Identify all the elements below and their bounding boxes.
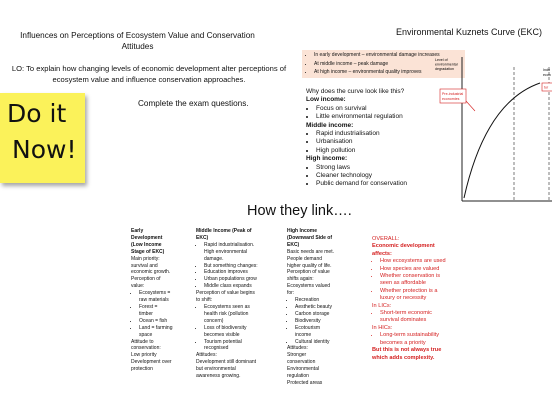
col3-bullet: • Cultural identity bbox=[295, 339, 355, 346]
col2-outro: Attitudes: bbox=[196, 352, 217, 359]
col1-intro: value: bbox=[131, 283, 145, 290]
overall-bullet: • Whether conservation is seen as affordable bbox=[380, 273, 472, 288]
col1-outro: Development over bbox=[131, 359, 172, 366]
col3-outro: conservation bbox=[287, 359, 316, 366]
col3-head: EKC) bbox=[287, 241, 300, 248]
col3-bullet: • Biodiversity bbox=[295, 318, 355, 325]
overall-summary bbox=[372, 236, 472, 362]
col2-bullet: • Urban populations grow bbox=[204, 276, 274, 283]
ekc-diagram bbox=[430, 53, 552, 203]
col2-bullet: • But something changes: bbox=[204, 263, 274, 270]
col1-head: (Low Income bbox=[131, 241, 162, 248]
low-income-heading: Low income: bbox=[306, 96, 346, 104]
how-they-link-title: How they link…. bbox=[247, 203, 352, 219]
col1-bullet: • Ecosystems = raw materials bbox=[139, 290, 191, 304]
summary-item: • At middle income – peak damage bbox=[314, 60, 465, 69]
col3-outro: Stronger bbox=[287, 352, 307, 359]
col2-bullet: • Loss of biodiversity becomes visible bbox=[204, 325, 274, 339]
col1-outro: protection bbox=[131, 366, 153, 373]
col2-bullet: • Tourism potential recognised bbox=[204, 339, 274, 353]
col1-bullet: • Land = farming space bbox=[139, 325, 191, 339]
col3-outro: Protected areas bbox=[287, 379, 323, 386]
overall-bullet: • Short-term economic survival dominates bbox=[380, 310, 472, 325]
why-item: • Rapid industrialisation bbox=[316, 130, 466, 138]
ekc-ylabel-3: degradation bbox=[435, 67, 454, 71]
col3-outro: Environmental bbox=[287, 366, 319, 373]
col2-bullet: • Education improves bbox=[204, 269, 274, 276]
why-item: • Strong laws bbox=[316, 164, 466, 172]
col3-intro: Perception of value bbox=[287, 269, 330, 276]
col3-head: High Income bbox=[287, 228, 318, 234]
col3-bullet: • Carbon storage bbox=[295, 311, 355, 318]
col1-head: Development bbox=[131, 234, 163, 241]
middle-income-heading: Middle income: bbox=[306, 121, 354, 129]
ekc-title: Environmental Kuznets Curve (EKC) bbox=[396, 27, 543, 37]
overall-bullet: • How species are valued bbox=[380, 266, 472, 273]
overall-bullet: • How ecosystems are used bbox=[380, 258, 472, 265]
col3-intro: for: bbox=[287, 290, 295, 297]
col3-bullet: • Ecotourism income bbox=[295, 325, 355, 339]
col2-bullet: • Rapid industrialisation. High environmental damage. bbox=[204, 242, 274, 263]
exam-instruction: Complete the exam questions. bbox=[138, 99, 249, 108]
ekc-stage-2: Indu bbox=[543, 68, 550, 72]
col3-outro: Attitudes: bbox=[287, 345, 308, 352]
sticky-line-2: Now! bbox=[12, 135, 77, 164]
col2-head: Middle Income (Peak of bbox=[196, 228, 252, 234]
overall-head: OVERALL: bbox=[372, 236, 400, 242]
why-item: • Public demand for conservation bbox=[316, 180, 466, 188]
overall-hics-head: In HICs: bbox=[372, 324, 393, 331]
overall-lics-head: In LICs: bbox=[372, 302, 392, 309]
high-income-column bbox=[287, 228, 355, 387]
col3-intro: shifts again: bbox=[287, 276, 314, 283]
why-item: • Urbanisation bbox=[316, 138, 466, 146]
col3-intro: Basic needs are met. bbox=[287, 248, 334, 255]
ekc-stage-1a: Pre-industrial bbox=[442, 92, 464, 96]
col2-outro: Development still dominant bbox=[196, 359, 257, 366]
col3-intro: People demand bbox=[287, 255, 323, 262]
learning-objective: LO: To explain how changing levels of economic development alter perceptions of ecosystem value and influence conservation approaches. bbox=[11, 64, 287, 84]
col2-bullet: • Middle class expands bbox=[204, 283, 274, 290]
col3-outro: regulation bbox=[287, 373, 309, 380]
col2-bullet: • Ecosystems seen as health risk (pollution concern) bbox=[204, 304, 274, 325]
col3-intro: higher quality of life. bbox=[287, 262, 332, 269]
overall-head: affects: bbox=[372, 250, 392, 257]
col3-head: (Downward Side of bbox=[287, 234, 332, 241]
ekc-stage-arrow bbox=[466, 101, 475, 111]
col1-outro: Attitude to bbox=[131, 338, 154, 345]
summary-item: • In early development – environmental damage increases bbox=[314, 51, 465, 60]
why-item: • Little environmental regulation bbox=[316, 113, 466, 121]
col1-head: Early bbox=[131, 228, 144, 234]
col2-mid: Perception of value begins bbox=[196, 290, 255, 297]
high-income-heading: High income: bbox=[306, 155, 348, 163]
early-development-column bbox=[131, 228, 191, 373]
overall-tail: which adds complexity. bbox=[372, 354, 435, 361]
why-item: • Focus on survival bbox=[316, 105, 466, 113]
col1-outro: Low priority bbox=[131, 352, 157, 359]
ekc-ylabel-2: environmental bbox=[435, 62, 458, 67]
ekc-stage-1b: economies bbox=[442, 97, 460, 101]
col3-intro: Ecosystems valued bbox=[287, 283, 331, 290]
why-question: Why does the curve look like this? bbox=[306, 88, 405, 95]
col2-head: EKC) bbox=[196, 234, 209, 241]
overall-tail: But this is not always true bbox=[372, 347, 442, 354]
sticky-note bbox=[0, 93, 85, 183]
sticky-line-1: Do it bbox=[7, 99, 67, 128]
col1-intro: Main priority: bbox=[131, 255, 160, 262]
overall-bullet: • Long-term sustainability becomes a priority bbox=[380, 332, 472, 347]
col1-intro: survival and bbox=[131, 262, 158, 269]
ekc-ylabel-1: Level of bbox=[435, 58, 448, 62]
ekc-stage-2b: econ bbox=[543, 73, 551, 77]
ekc-curve bbox=[464, 83, 540, 198]
overall-bullet: • Whether protection is a luxury or necessity bbox=[380, 288, 472, 303]
col1-intro: economic growth. bbox=[131, 269, 171, 276]
col2-outro: awareness growing. bbox=[196, 373, 241, 380]
col3-bullet: • Aesthetic beauty bbox=[295, 304, 355, 311]
why-item: • Cleaner technology bbox=[316, 172, 466, 180]
col1-bullet: • Ocean = fish bbox=[139, 318, 191, 325]
why-item: • High pollution bbox=[316, 147, 466, 155]
summary-item: • At high income – environmental quality improves bbox=[314, 68, 465, 77]
col2-mid: to shift: bbox=[196, 297, 213, 304]
middle-income-column bbox=[196, 228, 274, 380]
col1-head: Stage of EKC) bbox=[131, 248, 165, 255]
ekc-stage-3: tur bbox=[544, 85, 549, 90]
col1-bullet: • Forest = timber bbox=[139, 304, 191, 318]
slide-title: Influences on Perceptions of Ecosystem Value and Conservation Attitudes bbox=[20, 31, 255, 51]
col3-bullet: • Recreation bbox=[295, 297, 355, 304]
overall-head: Economic development bbox=[372, 243, 435, 250]
col1-outro: conservation: bbox=[131, 345, 161, 352]
col2-outro: but environmental bbox=[196, 366, 236, 373]
col1-intro: Perception of bbox=[131, 276, 161, 283]
